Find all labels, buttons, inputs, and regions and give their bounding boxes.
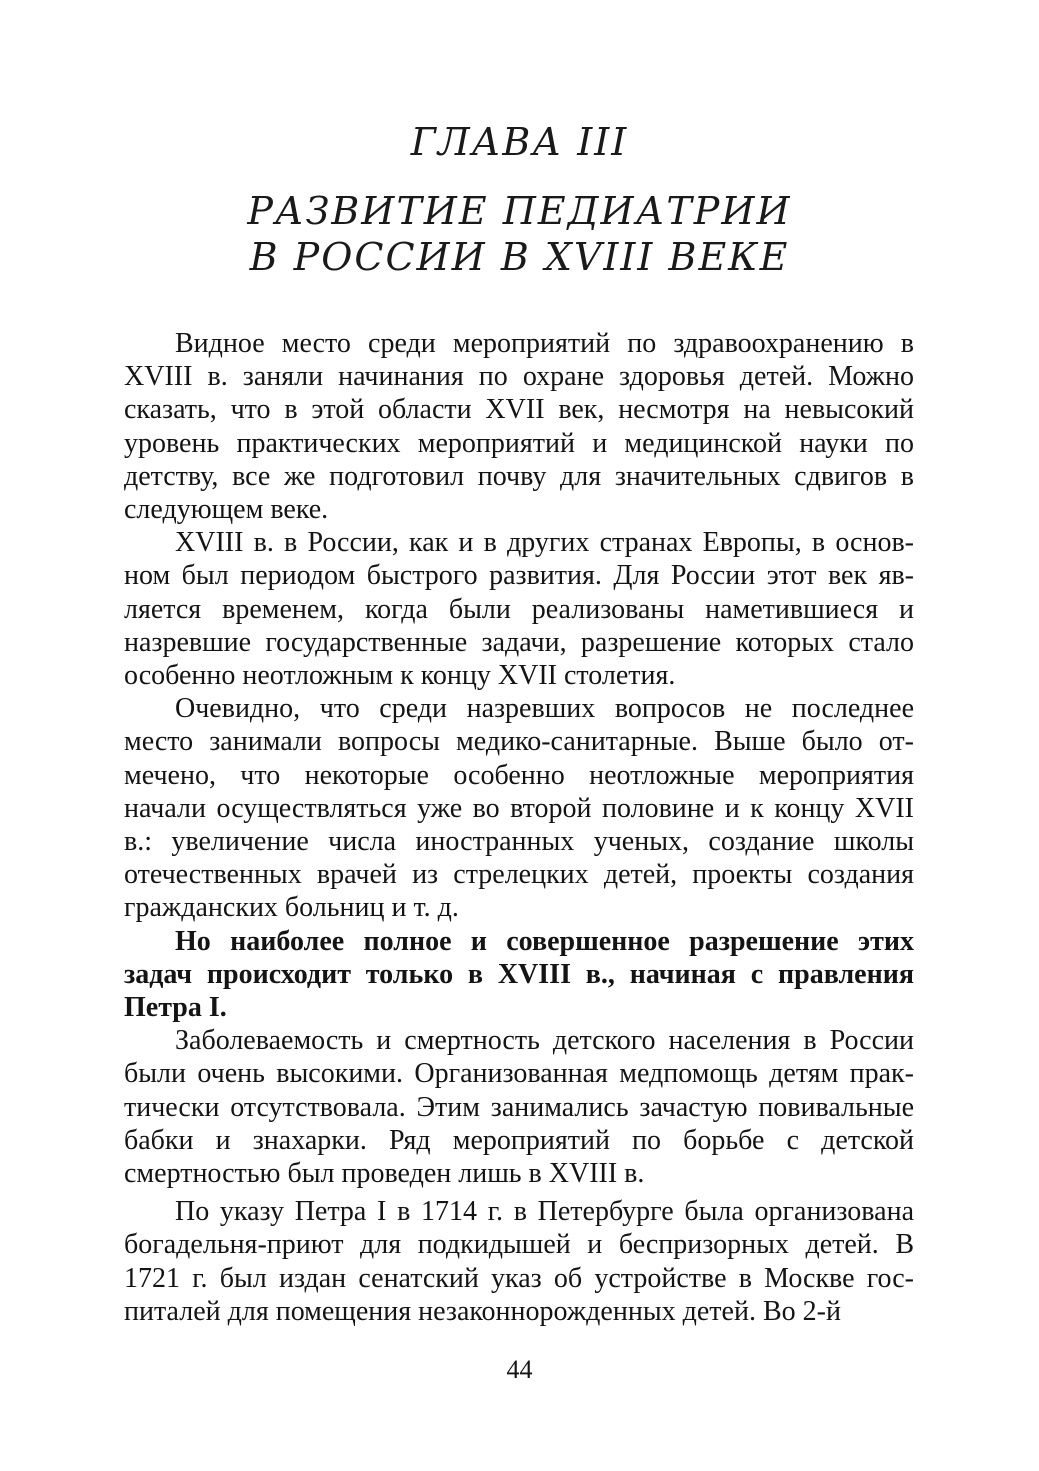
- chapter-heading-line-1: РАЗВИТИЕ ПЕДИАТРИИ: [247, 189, 792, 233]
- chapter-heading-line-2: В РОССИИ В XVIII ВЕКЕ: [249, 235, 790, 279]
- paragraph-1: Видное место среди мероприятий по здравоохранению в XVIII в. заняли начинания по охране здоровья детей. Можно сказать, что в этой области XVII век, несмотря на невысокий уровень практических мероприятий и медицинской науки по детству, все же подготовил почву для значительных сдвигов в следующем веке.: [124, 328, 914, 526]
- paragraph-6: По указу Петра I в 1714 г. в Петербурге была организована богадельня-приют для подкидышей и беспризорных детей. В 1721 г. был издан сенатский указ об устройстве в Москве госпиталей для помещения незаконнорожденных детей. Во 2-й: [124, 1196, 914, 1327]
- body-text: [124, 327, 914, 1328]
- page-number: 44: [506, 1355, 533, 1384]
- paragraph-4-bold: Но наиболее полное и совершенное разрешение этих задач происходит только в XVIII в., начиная с правления Петра I.: [124, 925, 914, 1024]
- paragraph-2: XVIII в. в России, как и в других странах Европы, в основном был периодом быстрого развития. Для России этот век является временем, когда были реализованы наметившиеся и назревшие государственные задачи, разрешение которых стало особенно неотложным к концу XVII столетия.: [124, 527, 914, 692]
- paragraph-5: Заболеваемость и смертность детского населения в России были очень высокими. Организованная медпомощь детям практически отсутствовала. Этим занимались зачастую повивальные бабки и знахарки. Ряд мероприятий по борьбе с детской смертностью был проведен лишь в XVIII в.: [124, 1025, 914, 1190]
- chapter-number: ГЛАВА III: [410, 120, 629, 164]
- paragraph-3: Очевидно, что среди назревших вопросов не последнее место занимали вопросы медико-санитарные. Выше было отмечено, что некоторые особенно неотложные мероприятия начали осуществляться уже во второй половине и к концу XVII в.: увеличение числа иностранных ученых, создание школы отечественных врачей из стрелецких детей, проекты создания гражданских больниц и т. д.: [124, 693, 914, 924]
- chapter-heading: [0, 188, 1039, 280]
